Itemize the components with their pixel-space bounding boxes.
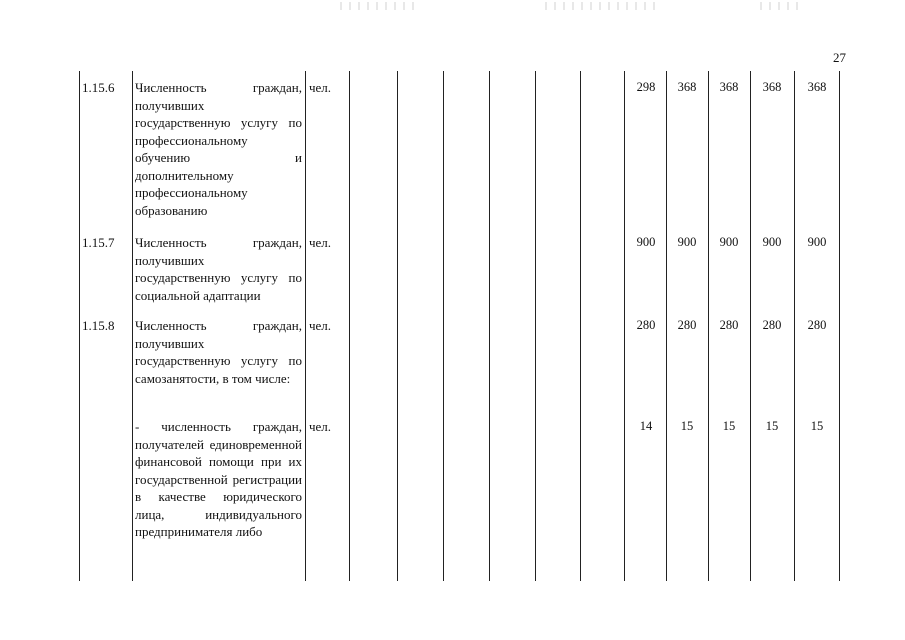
- column-divider: [624, 71, 625, 581]
- row-number: 1.15.8: [82, 318, 115, 333]
- column-divider: [397, 71, 398, 581]
- row-unit: чел.: [309, 235, 332, 250]
- column-divider: [535, 71, 536, 581]
- row-value-4: 15: [765, 419, 779, 433]
- row-value-1: 280: [636, 318, 656, 332]
- row-description: Численность граждан, получивших государственную услугу по самозанятости, в том числе:: [135, 318, 302, 386]
- column-divider: [580, 71, 581, 581]
- row-value-2: 15: [680, 419, 694, 433]
- row-value-1: 298: [636, 80, 656, 94]
- row-value-1: 14: [639, 419, 653, 433]
- scan-noise-top-3: [760, 2, 800, 10]
- row-unit: чел.: [309, 419, 332, 434]
- row-value-1: 900: [636, 235, 656, 249]
- row-value-2: 368: [677, 80, 697, 94]
- row-value-3: 368: [719, 80, 739, 94]
- row-description: - численность граждан, получателей единовременной финансовой помощи при их государственной регистрации в качестве юридического лица, индивидуального предпринимателя либо: [135, 419, 302, 539]
- page-number: 27: [833, 50, 846, 65]
- row-value-3: 280: [719, 318, 739, 332]
- column-divider: [443, 71, 444, 581]
- row-value-4: 368: [762, 80, 782, 94]
- column-divider: [489, 71, 490, 581]
- row-unit: чел.: [309, 80, 332, 95]
- table-border-left: [79, 71, 80, 581]
- row-value-5: 15: [810, 419, 824, 433]
- row-number: 1.15.6: [82, 80, 115, 95]
- row-description: Численность граждан, получивших государственную услугу по профессиональному обучению и дополнительному профессиональному образованию: [135, 80, 302, 218]
- row-value-2: 280: [677, 318, 697, 332]
- row-value-3: 900: [719, 235, 739, 249]
- column-divider: [132, 71, 133, 581]
- scan-noise-top-1: [340, 2, 420, 10]
- column-divider: [305, 71, 306, 581]
- row-value-5: 368: [807, 80, 827, 94]
- row-value-3: 15: [722, 419, 736, 433]
- row-value-2: 900: [677, 235, 697, 249]
- table-border-right: [839, 71, 840, 581]
- row-description: Численность граждан, получивших государственную услугу по социальной адаптации: [135, 235, 302, 303]
- row-value-4: 900: [762, 235, 782, 249]
- row-unit: чел.: [309, 318, 332, 333]
- column-divider: [750, 71, 751, 581]
- row-value-5: 900: [807, 235, 827, 249]
- column-divider: [794, 71, 795, 581]
- row-number: 1.15.7: [82, 235, 115, 250]
- scan-noise-top-2: [545, 2, 655, 10]
- column-divider: [349, 71, 350, 581]
- row-value-4: 280: [762, 318, 782, 332]
- row-value-5: 280: [807, 318, 827, 332]
